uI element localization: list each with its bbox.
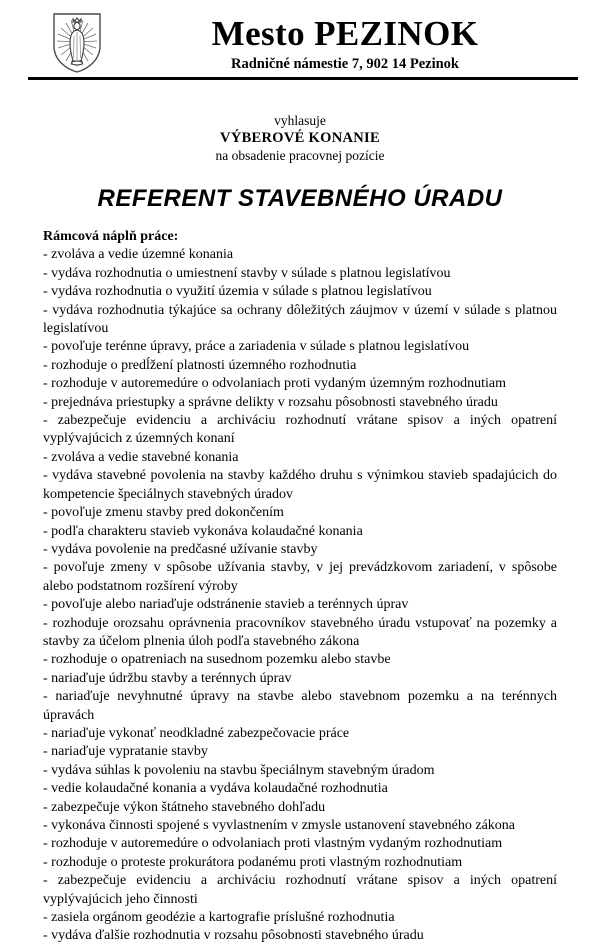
duty-item: - vydáva rozhodnutia týkajúce sa ochrany dôležitých záujmov v území v súlade s platnou legislatívou (43, 302, 557, 337)
job-position-title: REFERENT STAVEBNÉHO ÚRADU (97, 185, 503, 212)
duty-item: - prejednáva priestupky a správne delikty v rozsahu pôsobnosti stavebného úradu (43, 394, 498, 410)
duty-item: - vykonáva činnosti spojené s vyvlastnením v zmysle ustanovení stavebného zákona (43, 818, 516, 833)
duty-item: - zvoláva a vedie stavebné konania (43, 449, 239, 465)
duty-item: - zasiela orgánom geodézie a kartografie príslušné rozhodnutia (43, 910, 395, 926)
announcement-type: VÝBEROVÉ KONANIE (220, 130, 380, 146)
duty-item: - zabezpečuje evidenciu a archiváciu rozhodnutí vrátane spisov a iných opatrení vyplývajúcich jeho činnosti (43, 873, 557, 907)
duties-list (43, 246, 557, 945)
duty-item: - rozhoduje o predĺžení platnosti územného rozhodnutia (43, 357, 357, 373)
announcement-verb: vyhlasuje (274, 113, 326, 128)
duty-item: - zvoláva a vedie územné konania (43, 247, 234, 263)
duty-item: - rozhoduje v autoremedúre o odvolaniach proti vlastným vydaným rozhodnutiam (43, 836, 503, 852)
duty-item: - zabezpečuje evidenciu a archiváciu rozhodnutí vrátane spisov a iných opatrení vyplývajúcich z územných konaní (43, 413, 557, 447)
duty-item: - rozhoduje v autoremedúre o odvolaniach proti vydaným územným rozhodnutiam (43, 376, 507, 392)
duty-item: - povoľuje alebo nariaďuje odstránenie stavieb a terénnych úprav (43, 597, 409, 613)
organization-block (110, 14, 580, 73)
duty-item: - nariaďuje údržbu stavby a terénnych úprav (43, 670, 292, 686)
duty-item: - povoľuje zmenu stavby pred dokončením (43, 505, 284, 521)
announcement-purpose: na obsadenie pracovnej pozície (215, 148, 385, 163)
duty-item: - nariaďuje nevyhnutné úpravy na stavbe alebo stavebnom pozemku a na terénnych úpravách (43, 689, 557, 723)
body-content (43, 228, 557, 946)
duty-item: - rozhoduje o proteste prokurátora podanému proti vlastným rozhodnutiam (43, 854, 463, 870)
organization-address: Radničné námestie 7, 902 14 Pezinok (231, 56, 459, 72)
duty-item: - podľa charakteru stavieb vykonáva kolaudačné konania (43, 523, 363, 539)
duty-item: - vydáva stavebné povolenia na stavby každého druhu s výnimkou stavieb spadajúcich do kompetencie špeciálnych stavebných úradov (43, 468, 557, 502)
organization-name: Mesto PEZINOK (211, 14, 479, 53)
duty-item: - zabezpečuje výkon štátneho stavebného dohľadu (43, 799, 326, 815)
duty-item: - rozhoduje orozsahu oprávnenia pracovníkov stavebného úradu vstupovať na pozemky a stavby za účelom plnenia úloh podľa stavebného zákona (43, 615, 557, 649)
duty-item: - nariaďuje vykonať neodkladné zabezpečovacie práce (43, 725, 350, 741)
duty-item: - povoľuje zmeny v spôsobe užívania stavby, v jej prevádzkovom zariadení, v spôsobe alebo podstatnom rozšírení výroby (43, 560, 557, 594)
duty-item: - vydáva ďalšie rozhodnutia v rozsahu pôsobnosti stavebného úradu (43, 928, 424, 944)
duty-item: - povoľuje terénne úpravy, práce a zariadenia v súlade s platnou legislatívou (43, 339, 470, 355)
coat-of-arms-icon (52, 12, 102, 74)
section-heading-job-scope: Rámcová náplň práce: (43, 229, 179, 244)
announcement-block (0, 112, 600, 164)
header-divider (28, 77, 578, 80)
duty-item: - vydáva povolenie na predčasné užívanie stavby (43, 541, 318, 557)
duty-item: - vydáva rozhodnutia o umiestnení stavby v súlade s platnou legislatívou (43, 265, 451, 281)
duty-item: - vydáva rozhodnutia o využití územia v súlade s platnou legislatívou (43, 284, 432, 300)
letterhead (0, 0, 600, 82)
duty-item: - rozhoduje o opatreniach na susednom pozemku alebo stavbe (43, 652, 391, 668)
duty-item: - vedie kolaudačné konania a vydáva kolaudačné rozhodnutia (43, 781, 388, 797)
duty-item: - nariaďuje vypratanie stavby (43, 744, 208, 760)
duty-item: - vydáva súhlas k povoleniu na stavbu špeciálnym stavebným úradom (43, 762, 435, 778)
